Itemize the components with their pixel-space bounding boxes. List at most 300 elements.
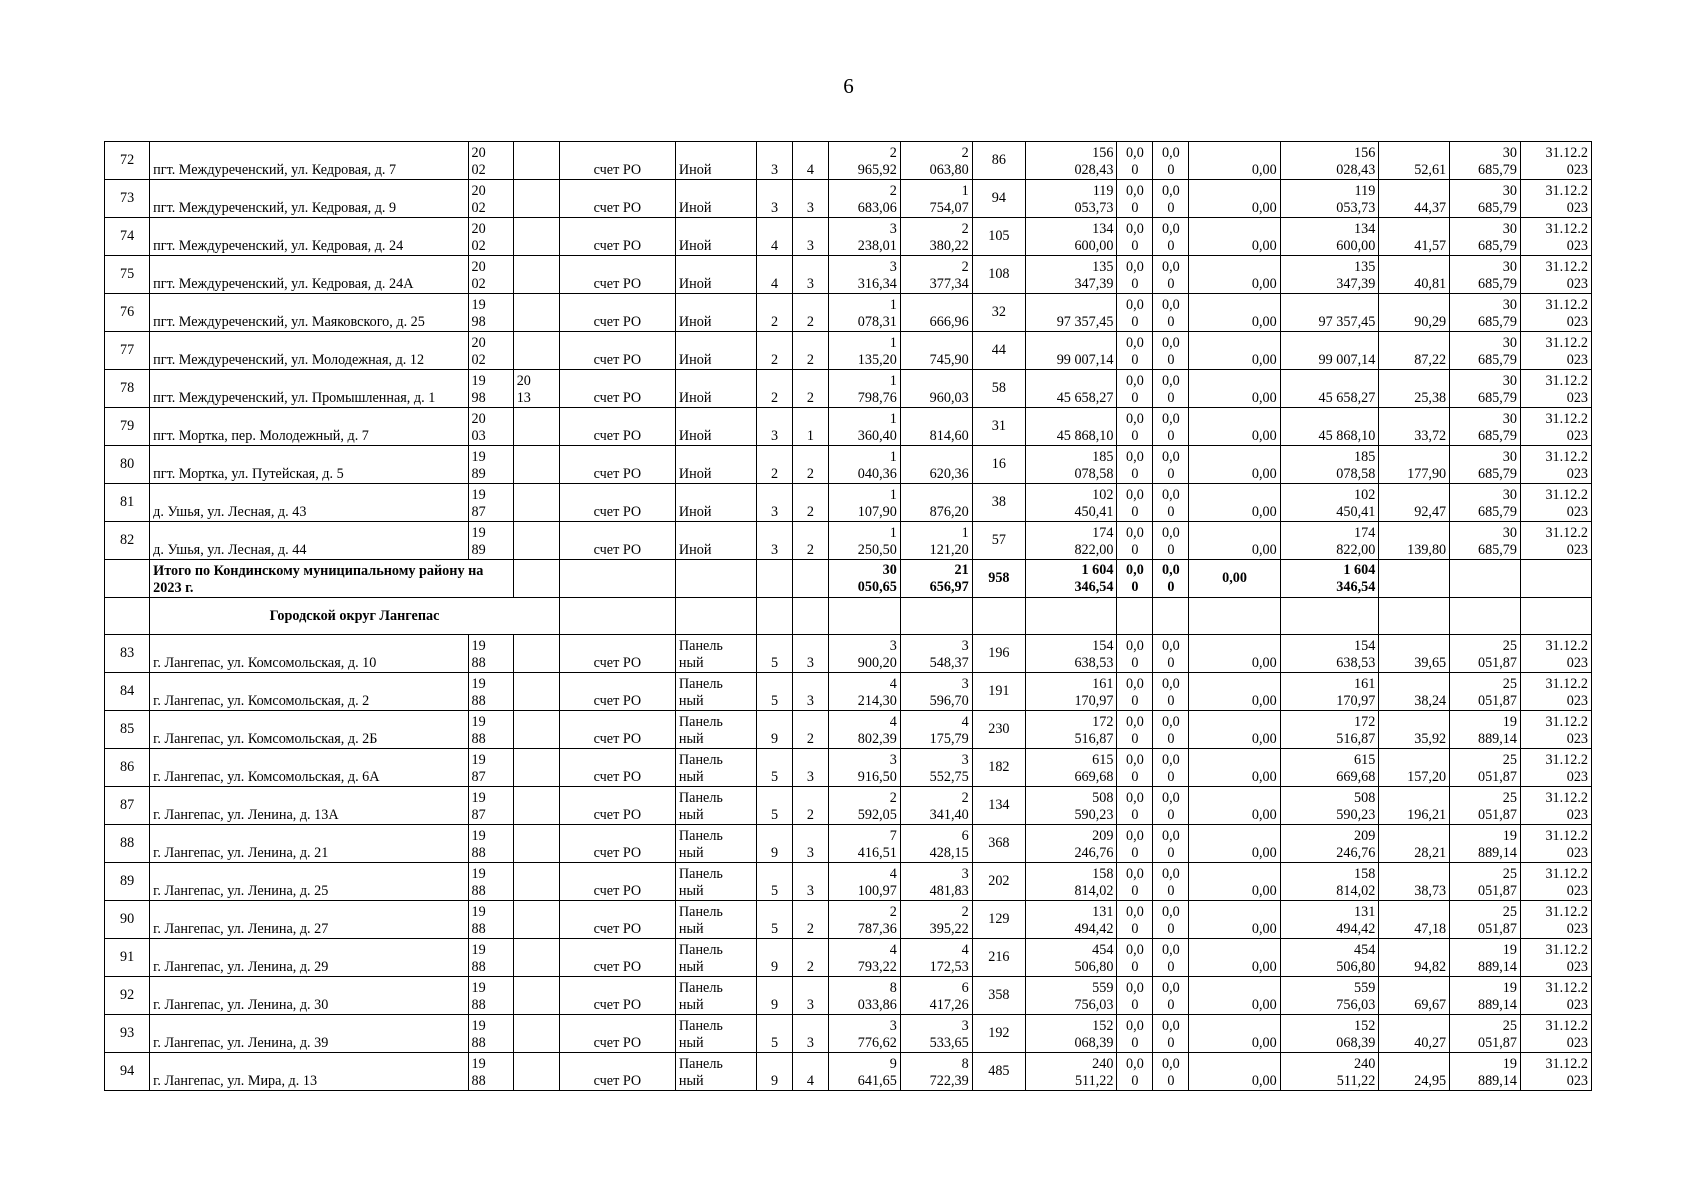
total-area-cell: 1 107,90 xyxy=(828,484,900,522)
commission-year-cell: 20 02 xyxy=(468,180,513,218)
floors-cell: 9 xyxy=(757,939,793,977)
wall-material-cell: Иной xyxy=(675,370,756,408)
renovation-year-cell xyxy=(513,446,559,484)
completion-date-cell: 31.12.2 023 xyxy=(1520,332,1591,370)
fund-share-3-cell: 0,00 xyxy=(1189,711,1280,749)
total-cost-cell: 508 590,23 xyxy=(1026,787,1117,825)
entrances-cell: 3 xyxy=(792,673,828,711)
empty-cell xyxy=(675,560,756,598)
row-number-cell: 86 xyxy=(105,749,150,787)
empty-cell xyxy=(972,598,1025,635)
address-cell: г. Лангепас, ул. Комсомольская, д. 10 xyxy=(150,635,468,673)
owner-funds-cell: 174 822,00 xyxy=(1280,522,1379,560)
living-area-cell: 3 533,65 xyxy=(900,1015,972,1053)
row-number-cell: 77 xyxy=(105,332,150,370)
funding-source-cell: счет РО xyxy=(559,787,675,825)
empty-cell xyxy=(105,560,150,598)
completion-date-cell: 31.12.2 023 xyxy=(1520,635,1591,673)
living-area-cell: 6 428,15 xyxy=(900,825,972,863)
residents-cell: 32 xyxy=(972,294,1025,332)
limit-cost-cell: 25 051,87 xyxy=(1450,1015,1521,1053)
completion-date-cell: 31.12.2 023 xyxy=(1520,142,1591,180)
floors-cell: 5 xyxy=(757,863,793,901)
living-area-cell: 876,20 xyxy=(900,484,972,522)
residents-cell: 134 xyxy=(972,787,1025,825)
fund-share-3-cell: 0,00 xyxy=(1189,294,1280,332)
commission-year-cell: 19 88 xyxy=(468,711,513,749)
limit-cost-cell: 30 685,79 xyxy=(1450,446,1521,484)
total-cost-sum-cell: 1 604 346,54 xyxy=(1026,560,1117,598)
empty-cell xyxy=(1153,598,1189,635)
funding-source-cell: счет РО xyxy=(559,901,675,939)
living-area-cell: 3 596,70 xyxy=(900,673,972,711)
limit-cost-cell: 30 685,79 xyxy=(1450,522,1521,560)
total-cost-cell: 152 068,39 xyxy=(1026,1015,1117,1053)
address-cell: г. Лангепас, ул. Комсомольская, д. 2Б xyxy=(150,711,468,749)
fund-share-3-cell: 0,00 xyxy=(1189,1053,1280,1091)
fund-share-1-cell: 0,0 0 xyxy=(1117,635,1153,673)
empty-cell xyxy=(675,598,756,635)
limit-cost-cell: 30 685,79 xyxy=(1450,256,1521,294)
table-row xyxy=(105,332,1592,370)
total-cost-cell: 240 511,22 xyxy=(1026,1053,1117,1091)
row-number-cell: 81 xyxy=(105,484,150,522)
funding-source-cell: счет РО xyxy=(559,408,675,446)
entrances-cell: 3 xyxy=(792,863,828,901)
fund-share-3-cell: 0,00 xyxy=(1189,635,1280,673)
total-cost-cell: 119 053,73 xyxy=(1026,180,1117,218)
limit-cost-cell: 30 685,79 xyxy=(1450,332,1521,370)
fund-share-3-cell: 0,00 xyxy=(1189,408,1280,446)
empty-cell xyxy=(1520,560,1591,598)
total-cost-cell: 161 170,97 xyxy=(1026,673,1117,711)
empty-cell xyxy=(559,598,675,635)
fund-share-2-cell: 0,0 0 xyxy=(1153,484,1189,522)
living-area-cell: 960,03 xyxy=(900,370,972,408)
limit-cost-cell: 25 051,87 xyxy=(1450,787,1521,825)
owner-funds-cell: 508 590,23 xyxy=(1280,787,1379,825)
page-number: 6 xyxy=(843,74,854,98)
address-cell: пгт. Междуреченский, ул. Кедровая, д. 7 xyxy=(150,142,468,180)
limit-cost-cell: 30 685,79 xyxy=(1450,408,1521,446)
fund-share-2-cell: 0,0 0 xyxy=(1153,370,1189,408)
row-number-cell: 74 xyxy=(105,218,150,256)
fund-share-2-cell: 0,0 0 xyxy=(1153,256,1189,294)
limit-cost-cell: 30 685,79 xyxy=(1450,370,1521,408)
wall-material-cell: Панель ный xyxy=(675,939,756,977)
fund-share-2-cell: 0,0 0 xyxy=(1153,522,1189,560)
living-area-cell: 2 395,22 xyxy=(900,901,972,939)
address-cell: пгт. Междуреченский, ул. Кедровая, д. 24А xyxy=(150,256,468,294)
limit-cost-cell: 25 051,87 xyxy=(1450,749,1521,787)
funding-source-cell: счет РО xyxy=(559,939,675,977)
empty-cell xyxy=(105,598,150,635)
fund-share-1-cell: 0,0 0 xyxy=(1117,446,1153,484)
completion-date-cell: 31.12.2 023 xyxy=(1520,787,1591,825)
fund-share-2-cell: 0,0 0 xyxy=(1153,294,1189,332)
total-cost-cell: 174 822,00 xyxy=(1026,522,1117,560)
entrances-cell: 2 xyxy=(792,901,828,939)
table-row xyxy=(105,218,1592,256)
total-area-cell: 2 787,36 xyxy=(828,901,900,939)
fund-share-2-cell: 0,0 0 xyxy=(1153,142,1189,180)
wall-material-cell: Панель ный xyxy=(675,1053,756,1091)
unit-cost-cell: 38,73 xyxy=(1379,863,1450,901)
commission-year-cell: 19 87 xyxy=(468,484,513,522)
renovation-year-cell xyxy=(513,635,559,673)
wall-material-cell: Иной xyxy=(675,446,756,484)
unit-cost-cell: 139,80 xyxy=(1379,522,1450,560)
wall-material-cell: Панель ный xyxy=(675,977,756,1015)
funding-source-cell: счет РО xyxy=(559,446,675,484)
row-number-cell: 94 xyxy=(105,1053,150,1091)
wall-material-cell: Панель ный xyxy=(675,825,756,863)
renovation-year-cell xyxy=(513,939,559,977)
floors-cell: 3 xyxy=(757,408,793,446)
completion-date-cell: 31.12.2 023 xyxy=(1520,408,1591,446)
total-area-cell: 1 250,50 xyxy=(828,522,900,560)
empty-cell xyxy=(1450,560,1521,598)
owner-funds-cell: 152 068,39 xyxy=(1280,1015,1379,1053)
entrances-cell: 3 xyxy=(792,1015,828,1053)
total-cost-cell: 45 868,10 xyxy=(1026,408,1117,446)
total-area-cell: 3 916,50 xyxy=(828,749,900,787)
empty-cell xyxy=(559,560,675,598)
floors-cell: 9 xyxy=(757,1053,793,1091)
fund-share-3-cell: 0,00 xyxy=(1189,863,1280,901)
funding-source-cell: счет РО xyxy=(559,863,675,901)
entrances-cell: 2 xyxy=(792,446,828,484)
entrances-cell: 3 xyxy=(792,256,828,294)
wall-material-cell: Иной xyxy=(675,332,756,370)
commission-year-cell: 19 88 xyxy=(468,901,513,939)
renovation-year-cell xyxy=(513,863,559,901)
completion-date-cell: 31.12.2 023 xyxy=(1520,1053,1591,1091)
address-cell: д. Ушья, ул. Лесная, д. 44 xyxy=(150,522,468,560)
fund-share-3-sum-cell: 0,00 xyxy=(1189,560,1280,598)
table-row xyxy=(105,180,1592,218)
wall-material-cell: Панель ный xyxy=(675,863,756,901)
fund-share-2-cell: 0,0 0 xyxy=(1153,1053,1189,1091)
address-cell: пгт. Мортка, пер. Молодежный, д. 7 xyxy=(150,408,468,446)
fund-share-2-cell: 0,0 0 xyxy=(1153,825,1189,863)
fund-share-3-cell: 0,00 xyxy=(1189,673,1280,711)
living-area-cell: 745,90 xyxy=(900,332,972,370)
completion-date-cell: 31.12.2 023 xyxy=(1520,218,1591,256)
table-row xyxy=(105,1053,1592,1091)
residents-cell: 202 xyxy=(972,863,1025,901)
residents-cell: 16 xyxy=(972,446,1025,484)
residents-cell: 196 xyxy=(972,635,1025,673)
completion-date-cell: 31.12.2 023 xyxy=(1520,673,1591,711)
residents-cell: 108 xyxy=(972,256,1025,294)
fund-share-1-cell: 0,0 0 xyxy=(1117,408,1153,446)
limit-cost-cell: 30 685,79 xyxy=(1450,484,1521,522)
owner-funds-cell: 185 078,58 xyxy=(1280,446,1379,484)
address-cell: г. Лангепас, ул. Ленина, д. 39 xyxy=(150,1015,468,1053)
entrances-cell: 2 xyxy=(792,939,828,977)
fund-share-1-cell: 0,0 0 xyxy=(1117,218,1153,256)
fund-share-1-cell: 0,0 0 xyxy=(1117,484,1153,522)
unit-cost-cell: 47,18 xyxy=(1379,901,1450,939)
total-cost-cell: 559 756,03 xyxy=(1026,977,1117,1015)
table-row xyxy=(105,863,1592,901)
commission-year-cell: 19 88 xyxy=(468,863,513,901)
total-cost-cell: 209 246,76 xyxy=(1026,825,1117,863)
wall-material-cell: Панель ный xyxy=(675,1015,756,1053)
renovation-year-cell xyxy=(513,673,559,711)
empty-cell xyxy=(1379,598,1450,635)
total-area-cell: 2 683,06 xyxy=(828,180,900,218)
row-number-cell: 73 xyxy=(105,180,150,218)
residents-cell: 57 xyxy=(972,522,1025,560)
total-area-cell: 1 798,76 xyxy=(828,370,900,408)
completion-date-cell: 31.12.2 023 xyxy=(1520,939,1591,977)
total-area-cell: 7 416,51 xyxy=(828,825,900,863)
floors-cell: 5 xyxy=(757,749,793,787)
renovation-year-cell xyxy=(513,180,559,218)
limit-cost-cell: 19 889,14 xyxy=(1450,939,1521,977)
unit-cost-cell: 196,21 xyxy=(1379,787,1450,825)
residents-sum-cell: 958 xyxy=(972,560,1025,598)
fund-share-2-cell: 0,0 0 xyxy=(1153,939,1189,977)
fund-share-1-cell: 0,0 0 xyxy=(1117,142,1153,180)
fund-share-2-cell: 0,0 0 xyxy=(1153,408,1189,446)
residents-cell: 105 xyxy=(972,218,1025,256)
capital-repair-table xyxy=(104,141,1592,1091)
total-cost-cell: 97 357,45 xyxy=(1026,294,1117,332)
wall-material-cell: Иной xyxy=(675,218,756,256)
owner-funds-cell: 154 638,53 xyxy=(1280,635,1379,673)
fund-share-3-cell: 0,00 xyxy=(1189,1015,1280,1053)
unit-cost-cell: 90,29 xyxy=(1379,294,1450,332)
residents-cell: 44 xyxy=(972,332,1025,370)
residents-cell: 38 xyxy=(972,484,1025,522)
fund-share-1-cell: 0,0 0 xyxy=(1117,332,1153,370)
address-cell: г. Лангепас, ул. Комсомольская, д. 2 xyxy=(150,673,468,711)
empty-cell xyxy=(1280,598,1379,635)
entrances-cell: 3 xyxy=(792,977,828,1015)
address-cell: пгт. Междуреченский, ул. Промышленная, д. 1 xyxy=(150,370,468,408)
limit-cost-cell: 19 889,14 xyxy=(1450,711,1521,749)
total-area-cell: 4 100,97 xyxy=(828,863,900,901)
living-area-cell: 620,36 xyxy=(900,446,972,484)
commission-year-cell: 19 87 xyxy=(468,787,513,825)
fund-share-1-sum-cell: 0,0 0 xyxy=(1117,560,1153,598)
living-area-cell: 666,96 xyxy=(900,294,972,332)
owner-funds-cell: 45 658,27 xyxy=(1280,370,1379,408)
fund-share-1-cell: 0,0 0 xyxy=(1117,977,1153,1015)
empty-cell xyxy=(1520,598,1591,635)
funding-source-cell: счет РО xyxy=(559,370,675,408)
funding-source-cell: счет РО xyxy=(559,1053,675,1091)
fund-share-1-cell: 0,0 0 xyxy=(1117,825,1153,863)
commission-year-cell: 19 89 xyxy=(468,522,513,560)
row-number-cell: 78 xyxy=(105,370,150,408)
table-row xyxy=(105,1015,1592,1053)
table-row xyxy=(105,977,1592,1015)
commission-year-cell: 19 88 xyxy=(468,1053,513,1091)
fund-share-2-cell: 0,0 0 xyxy=(1153,749,1189,787)
fund-share-2-cell: 0,0 0 xyxy=(1153,1015,1189,1053)
unit-cost-cell: 177,90 xyxy=(1379,446,1450,484)
fund-share-3-cell: 0,00 xyxy=(1189,522,1280,560)
entrances-cell: 4 xyxy=(792,142,828,180)
commission-year-cell: 19 88 xyxy=(468,939,513,977)
unit-cost-cell: 33,72 xyxy=(1379,408,1450,446)
living-area-cell: 4 175,79 xyxy=(900,711,972,749)
address-cell: г. Лангепас, ул. Ленина, д. 27 xyxy=(150,901,468,939)
entrances-cell: 2 xyxy=(792,370,828,408)
total-cost-cell: 134 600,00 xyxy=(1026,218,1117,256)
living-area-cell: 1 754,07 xyxy=(900,180,972,218)
empty-cell xyxy=(792,598,828,635)
renovation-year-cell: 20 13 xyxy=(513,370,559,408)
total-cost-cell: 99 007,14 xyxy=(1026,332,1117,370)
fund-share-1-cell: 0,0 0 xyxy=(1117,294,1153,332)
limit-cost-cell: 25 051,87 xyxy=(1450,635,1521,673)
empty-cell xyxy=(1189,598,1280,635)
funding-source-cell: счет РО xyxy=(559,142,675,180)
commission-year-cell: 20 03 xyxy=(468,408,513,446)
total-cost-cell: 454 506,80 xyxy=(1026,939,1117,977)
completion-date-cell: 31.12.2 023 xyxy=(1520,370,1591,408)
fund-share-3-cell: 0,00 xyxy=(1189,332,1280,370)
renovation-year-cell xyxy=(513,825,559,863)
renovation-year-cell xyxy=(513,1015,559,1053)
commission-year-cell: 19 87 xyxy=(468,749,513,787)
completion-date-cell: 31.12.2 023 xyxy=(1520,863,1591,901)
residents-cell: 230 xyxy=(972,711,1025,749)
owner-funds-cell: 172 516,87 xyxy=(1280,711,1379,749)
fund-share-2-cell: 0,0 0 xyxy=(1153,446,1189,484)
completion-date-cell: 31.12.2 023 xyxy=(1520,484,1591,522)
renovation-year-cell xyxy=(513,711,559,749)
fund-share-1-cell: 0,0 0 xyxy=(1117,787,1153,825)
completion-date-cell: 31.12.2 023 xyxy=(1520,180,1591,218)
unit-cost-cell: 24,95 xyxy=(1379,1053,1450,1091)
funding-source-cell: счет РО xyxy=(559,635,675,673)
fund-share-1-cell: 0,0 0 xyxy=(1117,1015,1153,1053)
empty-cell xyxy=(513,560,559,598)
total-area-sum-cell: 30 050,65 xyxy=(828,560,900,598)
entrances-cell: 1 xyxy=(792,408,828,446)
limit-cost-cell: 30 685,79 xyxy=(1450,294,1521,332)
fund-share-1-cell: 0,0 0 xyxy=(1117,939,1153,977)
address-cell: г. Лангепас, ул. Мира, д. 13 xyxy=(150,1053,468,1091)
row-number-cell: 80 xyxy=(105,446,150,484)
renovation-year-cell xyxy=(513,1053,559,1091)
fund-share-2-cell: 0,0 0 xyxy=(1153,218,1189,256)
commission-year-cell: 20 02 xyxy=(468,332,513,370)
owner-funds-cell: 615 669,68 xyxy=(1280,749,1379,787)
row-number-cell: 83 xyxy=(105,635,150,673)
wall-material-cell: Панель ный xyxy=(675,749,756,787)
entrances-cell: 2 xyxy=(792,522,828,560)
unit-cost-cell: 69,67 xyxy=(1379,977,1450,1015)
entrances-cell: 3 xyxy=(792,749,828,787)
wall-material-cell: Иной xyxy=(675,522,756,560)
unit-cost-cell: 28,21 xyxy=(1379,825,1450,863)
living-area-cell: 2 063,80 xyxy=(900,142,972,180)
address-cell: пгт. Междуреченский, ул. Кедровая, д. 24 xyxy=(150,218,468,256)
unit-cost-cell: 94,82 xyxy=(1379,939,1450,977)
unit-cost-cell: 38,24 xyxy=(1379,673,1450,711)
table-row xyxy=(105,787,1592,825)
residents-cell: 182 xyxy=(972,749,1025,787)
total-cost-cell: 131 494,42 xyxy=(1026,901,1117,939)
living-area-cell: 3 552,75 xyxy=(900,749,972,787)
wall-material-cell: Панель ный xyxy=(675,787,756,825)
wall-material-cell: Панель ный xyxy=(675,711,756,749)
completion-date-cell: 31.12.2 023 xyxy=(1520,294,1591,332)
entrances-cell: 3 xyxy=(792,635,828,673)
owner-funds-cell: 97 357,45 xyxy=(1280,294,1379,332)
address-cell: г. Лангепас, ул. Ленина, д. 13А xyxy=(150,787,468,825)
funding-source-cell: счет РО xyxy=(559,749,675,787)
completion-date-cell: 31.12.2 023 xyxy=(1520,749,1591,787)
floors-cell: 4 xyxy=(757,218,793,256)
unit-cost-cell: 44,37 xyxy=(1379,180,1450,218)
row-number-cell: 76 xyxy=(105,294,150,332)
row-number-cell: 91 xyxy=(105,939,150,977)
fund-share-3-cell: 0,00 xyxy=(1189,901,1280,939)
floors-cell: 2 xyxy=(757,370,793,408)
address-cell: г. Лангепас, ул. Ленина, д. 25 xyxy=(150,863,468,901)
commission-year-cell: 20 02 xyxy=(468,142,513,180)
table-row xyxy=(105,825,1592,863)
unit-cost-cell: 87,22 xyxy=(1379,332,1450,370)
residents-cell: 129 xyxy=(972,901,1025,939)
wall-material-cell: Иной xyxy=(675,142,756,180)
completion-date-cell: 31.12.2 023 xyxy=(1520,711,1591,749)
fund-share-3-cell: 0,00 xyxy=(1189,142,1280,180)
total-area-cell: 9 641,65 xyxy=(828,1053,900,1091)
table-row xyxy=(105,294,1592,332)
fund-share-1-cell: 0,0 0 xyxy=(1117,370,1153,408)
commission-year-cell: 19 88 xyxy=(468,977,513,1015)
table-row xyxy=(105,142,1592,180)
fund-share-1-cell: 0,0 0 xyxy=(1117,863,1153,901)
fund-share-1-cell: 0,0 0 xyxy=(1117,711,1153,749)
fund-share-3-cell: 0,00 xyxy=(1189,749,1280,787)
empty-cell xyxy=(1026,598,1117,635)
renovation-year-cell xyxy=(513,142,559,180)
living-area-cell: 6 417,26 xyxy=(900,977,972,1015)
total-cost-cell: 102 450,41 xyxy=(1026,484,1117,522)
wall-material-cell: Иной xyxy=(675,180,756,218)
funding-source-cell: счет РО xyxy=(559,218,675,256)
owner-funds-sum-cell: 1 604 346,54 xyxy=(1280,560,1379,598)
table-row xyxy=(105,711,1592,749)
fund-share-3-cell: 0,00 xyxy=(1189,484,1280,522)
row-number-cell: 93 xyxy=(105,1015,150,1053)
living-area-cell: 2 341,40 xyxy=(900,787,972,825)
total-area-cell: 1 360,40 xyxy=(828,408,900,446)
total-cost-cell: 158 814,02 xyxy=(1026,863,1117,901)
floors-cell: 3 xyxy=(757,180,793,218)
total-label: Итого по Кондинскому муниципальному району на 2023 г. xyxy=(150,560,514,598)
renovation-year-cell xyxy=(513,787,559,825)
total-area-cell: 8 033,86 xyxy=(828,977,900,1015)
living-area-cell: 2 380,22 xyxy=(900,218,972,256)
residents-cell: 368 xyxy=(972,825,1025,863)
funding-source-cell: счет РО xyxy=(559,522,675,560)
address-cell: пгт. Междуреченский, ул. Молодежная, д. 12 xyxy=(150,332,468,370)
residents-cell: 191 xyxy=(972,673,1025,711)
living-area-cell: 3 481,83 xyxy=(900,863,972,901)
fund-share-2-cell: 0,0 0 xyxy=(1153,673,1189,711)
